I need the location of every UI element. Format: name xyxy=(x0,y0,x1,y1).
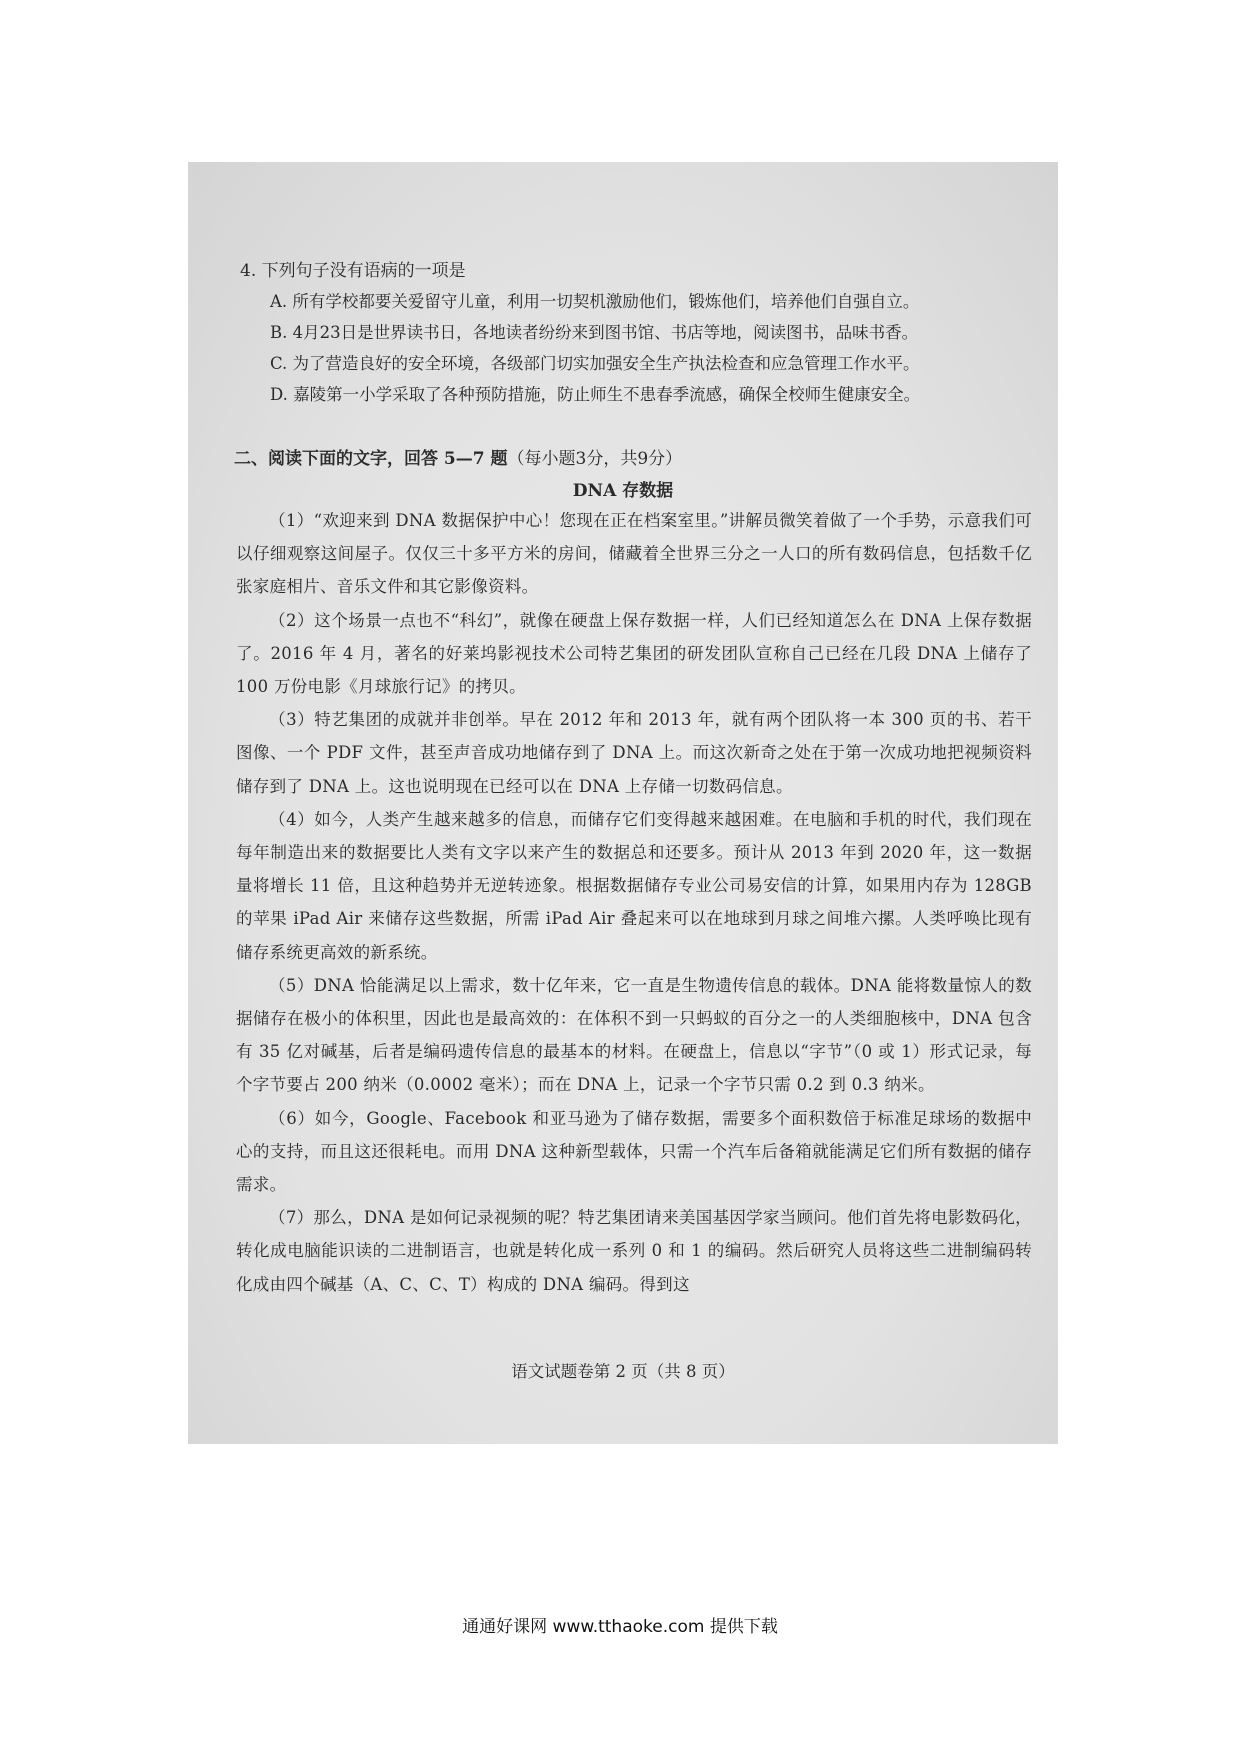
paragraph-4: （4）如今，人类产生越来越多的信息，而储存它们变得越来越困难。在电脑和手机的时代，我们现在每年制造出来的数据要比人类有文字以来产生的数据总和还要多。预计从 2013 年到 2020 年，这一数据量将增长 11 倍，且这种趋势并无逆转迹象。根据数据储存专业公司易安信的计算，如果用内存为 128GB 的苹果 iPad Air 来储存这些数据，所需 iPad Air 叠起来可以在地球到月球之间堆六摞。人类呼唤比现有储存系统更高效的新系统。 xyxy=(236,809,1032,962)
paragraph-7: （7）那么，DNA 是如何记录视频的呢？特艺集团请来美国基因学家当顾问。他们首先将电影数码化，转化成电脑能识读的二进制语言，也就是转化成一系列 0 和 1 的编码。然后研究人员将这些二进制编码转化成由四个碱基（A、C、C、T）构成的 DNA 编码。得到这 xyxy=(236,1208,1032,1294)
option-c: C. 为了营造良好的安全环境，各级部门切实加强安全生产执法检查和应急管理工作水平。 xyxy=(270,354,920,373)
section-title: 二、阅读下面的文字，回答 5—7 题 xyxy=(234,449,508,469)
paragraph-6: （6）如今，Google、Facebook 和亚马逊为了储存数据，需要多个面积数倍于标准足球场的数据中心的支持，而且这还很耗电。而用 DNA 这种新型载体，只需一个汽车后备箱就能满足它们所有数据的储存需求。 xyxy=(236,1108,1032,1195)
paragraph-5: （5）DNA 恰能满足以上需求，数十亿年来，它一直是生物遗传信息的载体。DNA 能将数量惊人的数据储存在极小的体积里，因此也是最高效的：在体积不到一只蚂蚁的百分之一的人类细胞核中，DNA 包含有 35 亿对碱基，后者是编码遗传信息的最基本的材料。在硬盘上，信息以“字节”（0 或 1）形式记录，每个字节要占 200 纳米（0.0002 毫米）；而在 DNA 上，记录一个字节只需 0.2 到 0.3 纳米。 xyxy=(236,975,1032,1095)
section-heading xyxy=(234,444,682,469)
download-source-footer: 通通好课网 www.tthaoke.com 提供下载 xyxy=(462,1617,778,1637)
option-d: D. 嘉陵第一小学采取了各种预防措施，防止师生不患春季流感，确保全校师生健康安全。 xyxy=(270,385,921,404)
scanned-exam-page-photo xyxy=(188,162,1058,1444)
paragraph-1: （1）“欢迎来到 DNA 数据保护中心！您现在正在档案室里。”讲解员微笑着做了一个手势，示意我们可以仔细观察这间屋子。仅仅三十多平方米的房间，储藏着全世界三分之一人口的所有数码信息，包括数千亿张家庭相片、音乐文件和其它影像资料。 xyxy=(236,511,1032,597)
paragraph-2: （2）这个场景一点也不“科幻”，就像在硬盘上保存数据一样，人们已经知道怎么在 DNA 上保存数据了。2016 年 4 月，著名的好莱坞影视技术公司特艺集团的研发团队宣称自己已经在几段 DNA 上储存了 100 万份电影《月球旅行记》的拷贝。 xyxy=(236,610,1032,697)
option-a: A. 所有学校都要关爱留守儿童，利用一切契机激励他们，锻炼他们，培养他们自强自立。 xyxy=(270,292,920,311)
exam-paper xyxy=(188,162,1058,1444)
article-body xyxy=(236,504,1032,1301)
section-score-note: （每小题3分，共9分） xyxy=(507,449,683,469)
article-title: DNA 存数据 xyxy=(572,481,674,501)
question-4-stem: 4. 下列句子没有语病的一项是 xyxy=(240,261,466,281)
paragraph-3: （3）特艺集团的成就并非创举。早在 2012 年和 2013 年，就有两个团队将一本 300 页的书、若干图像、一个 PDF 文件，甚至声音成功地储存到了 DNA 上。而这次新奇之处在于第一次成功地把视频资料储存到了 DNA 上。这也说明现在已经可以在 DNA 上存储一切数码信息。 xyxy=(236,710,1032,796)
page-number-footer: 语文试题卷第 2 页（共 8 页） xyxy=(511,1362,735,1381)
question-4 xyxy=(240,256,1040,410)
option-b: B. 4月23日是世界读书日，各地读者纷纷来到图书馆、书店等地，阅读图书，品味书香。 xyxy=(270,323,919,342)
